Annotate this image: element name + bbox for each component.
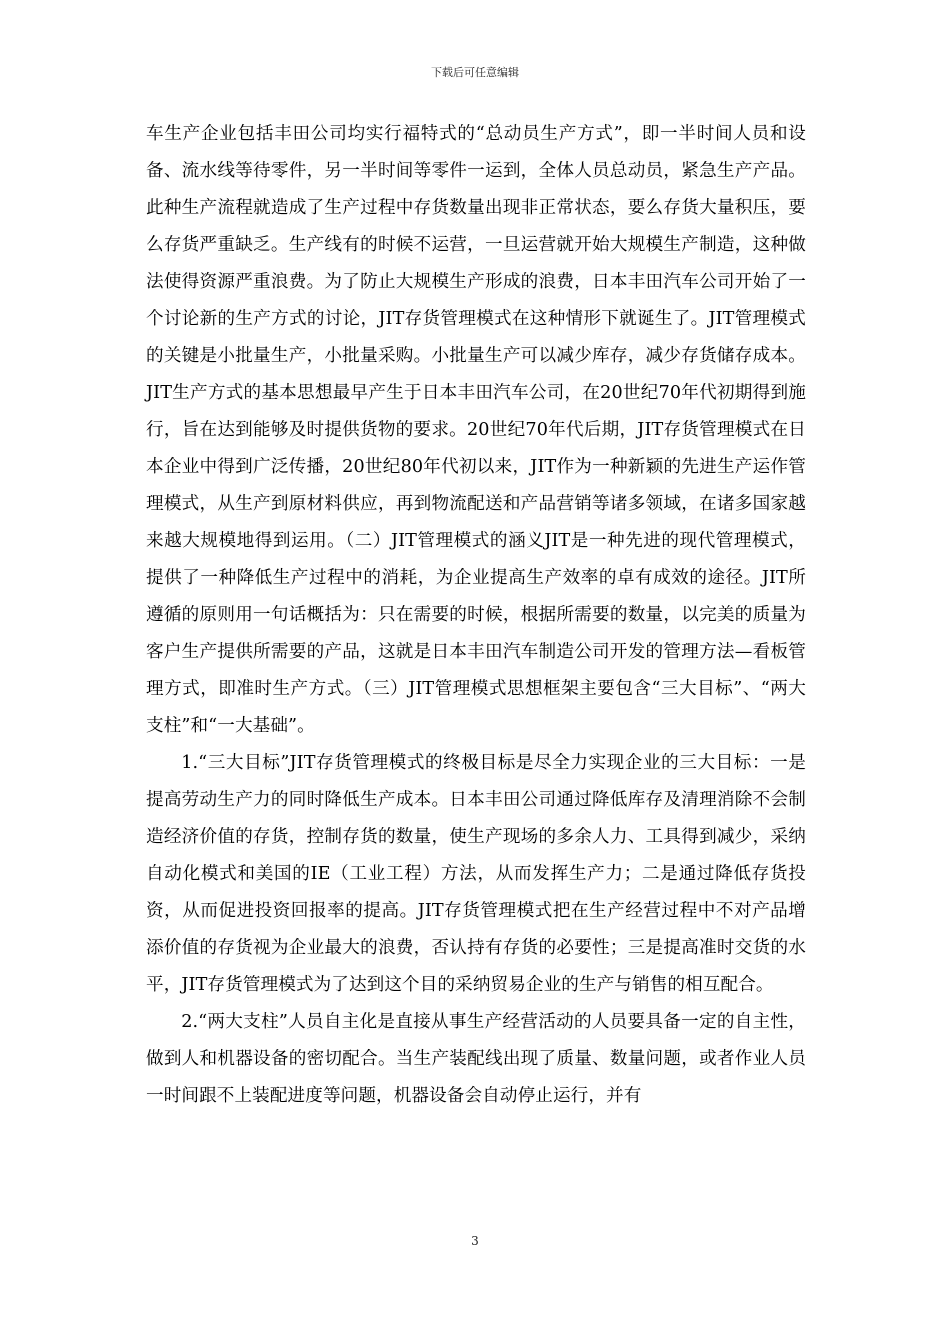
paragraph-continued: 车生产企业包括丰田公司均实行福特式的“总动员生产方式”，即一半时间人员和设备、流水线等待零件，另一半时间等零件一运到，全体人员总动员，紧急生产产品。此种生产流程就造成了生产过程中存货数量出现非正常状态，要么存货大量积压，要么存货严重缺乏。生产线有的时候不运营，一旦运营就开始大规模生产制造，这种做法使得资源严重浪费。为了防止大规模生产形成的浪费，日本丰田汽车公司开始了一个讨论新的生产方式的讨论，JIT存货管理模式在这种情形下就诞生了。JIT管理模式的关键是小批量生产，小批量采购。小批量生产可以减少库存，减少存货储存成本。JIT生产方式的基本思想最早产生于日本丰田汽车公司，在20世纪70年代初期得到施行，旨在达到能够及时提供货物的要求。20世纪70年代后期，JIT存货管理模式在日本企业中得到广泛传播，20世纪80年代初以来，JIT作为一种新颖的先进生产运作管理模式，从生产到原材料供应，再到物流配送和产品营销等诸多领域，在诸多国家越来越大规模地得到运用。（二）JIT管理模式的涵义JIT是一种先进的现代管理模式，提供了一种降低生产过程中的消耗，为企业提高生产效率的卓有成效的途径。JIT所遵循的原则用一句话概括为：只在需要的时候，根据所需要的数量，以完美的质量为客户生产提供所需要的产品，这就是日本丰田汽车制造公司开发的管理方法—看板管理方式，即准时生产方式。（三）JIT管理模式思想框架主要包含“三大目标”、“两大支柱”和“一大基础”。 xyxy=(146,124,806,736)
paragraph-two-pillars: 2.“两大支柱”人员自主化是直接从事生产经营活动的人员要具备一定的自主性，做到人和机器设备的密切配合。当生产装配线出现了质量、数量问题，或者作业人员一时间跟不上装配进度等问题，机器设备会自动停止运行，并有 xyxy=(146,1012,806,1106)
page-number: 3 xyxy=(471,1234,479,1248)
page-header: 下载后可任意编辑 xyxy=(431,66,519,79)
paragraph-three-goals: 1.“三大目标”JIT存货管理模式的终极目标是尽全力实现企业的三大目标：一是提高劳动生产力的同时降低生产成本。日本丰田公司通过降低库存及清理消除不会制造经济价值的存货，控制存货的数量，使生产现场的多余人力、工具得到减少，采纳自动化模式和美国的IE（工业工程）方法，从而发挥生产力；二是通过降低存货投资，从而促进投资回报率的提高。JIT存货管理模式把在生产经营过程中不对产品增添价值的存货视为企业最大的浪费，否认持有存货的必要性；三是提高准时交货的水平，JIT存货管理模式为了达到这个目的采纳贸易企业的生产与销售的相互配合。 xyxy=(146,753,806,995)
document-body xyxy=(146,116,806,1115)
